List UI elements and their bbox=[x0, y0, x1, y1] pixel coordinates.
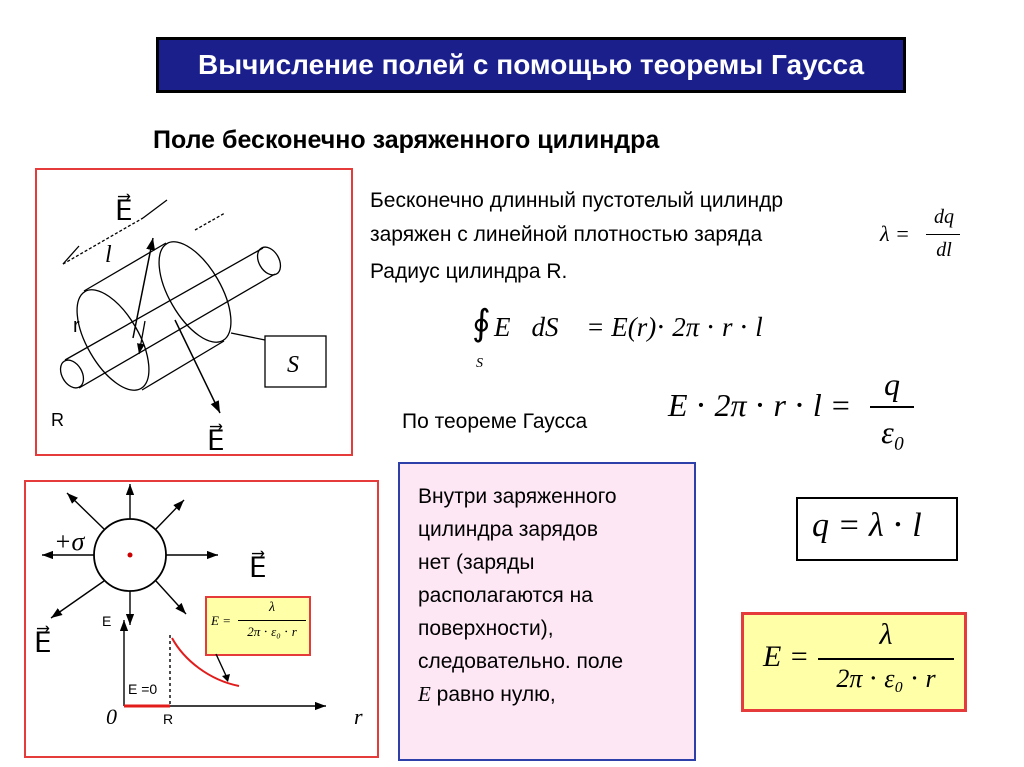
graph-y-label: E bbox=[102, 613, 112, 629]
note-field-symbol: E bbox=[418, 682, 431, 706]
field-label-bottom: E⃗ bbox=[207, 426, 225, 456]
note-line-2: цилиндра зарядов bbox=[418, 518, 598, 541]
radial-arrow-sw bbox=[51, 581, 104, 618]
result-numerator: λ bbox=[879, 618, 893, 651]
small-formula-pointer bbox=[200, 650, 260, 690]
lambda-numerator: dq bbox=[934, 206, 954, 228]
radius-label: r bbox=[73, 315, 80, 337]
small-formula-denominator: 2π ⋅ ε₀ ⋅ r bbox=[247, 624, 297, 639]
cylinder-center bbox=[128, 553, 133, 558]
cylinder-radius-label: R bbox=[51, 410, 64, 430]
integral-sign: ∮ bbox=[472, 303, 491, 343]
section-subtitle: Поле бесконечно заряженного цилиндра bbox=[153, 126, 660, 154]
description-line-2: заряжен с линейной плотностью заряда bbox=[370, 223, 763, 246]
field-label-top: E⃗ bbox=[115, 196, 133, 227]
tube-left-end bbox=[56, 356, 88, 392]
radial-arrow-ne bbox=[156, 500, 184, 529]
note-line-6: следовательно. поле bbox=[418, 650, 624, 673]
surface-charge-label: +σ bbox=[54, 527, 85, 556]
small-formula-numerator: λ bbox=[268, 600, 276, 615]
graph-x-label: r bbox=[354, 704, 363, 729]
flux-expression: E⃗dS⃗ = E(r)⋅ 2π ⋅ r ⋅ l bbox=[494, 312, 763, 342]
result-fraction-bar bbox=[818, 658, 954, 660]
gauss-left-end bbox=[62, 279, 163, 402]
description-line-1: Бесконечно длинный пустотелый цилиндр bbox=[370, 189, 784, 212]
tube-right-end bbox=[253, 243, 285, 279]
inside-field-note bbox=[418, 480, 688, 711]
gauss-numerator: q bbox=[884, 366, 900, 402]
length-label: l bbox=[105, 242, 112, 268]
field-label-right: E⃗ bbox=[249, 553, 267, 584]
small-formula-lhs: E = bbox=[211, 613, 231, 628]
graph-R-tick: R bbox=[163, 711, 174, 727]
lambda-fraction-bar bbox=[926, 234, 960, 235]
note-line-3: нет (заряды bbox=[418, 551, 535, 574]
result-denominator: 2π ⋅ ε₀ ⋅ r bbox=[836, 664, 936, 693]
description-line-3: Радиус цилиндра R. bbox=[370, 260, 568, 283]
lambda-lhs: λ = bbox=[880, 221, 910, 246]
cylinder-diagram bbox=[35, 168, 353, 456]
surface-label: S bbox=[287, 352, 299, 378]
note-line-1: Внутри заряженного bbox=[418, 485, 617, 508]
radial-arrow-nw bbox=[67, 493, 104, 529]
gauss-lhs: E ⋅ 2π ⋅ r ⋅ l = bbox=[668, 387, 852, 423]
zero-field-label: E =0 bbox=[128, 681, 158, 697]
field-arrow-up bbox=[133, 238, 153, 338]
tube-upper-edge bbox=[65, 248, 263, 360]
field-label-left: E⃗ bbox=[34, 628, 52, 659]
gauss-right-end bbox=[144, 231, 245, 354]
slide-title-text: Вычисление полей с помощью теоремы Гаусса bbox=[197, 49, 865, 80]
note-line-7 bbox=[418, 678, 688, 711]
gauss-top-edge bbox=[84, 243, 166, 291]
gauss-denominator: ε₀ bbox=[881, 414, 905, 450]
note-line-5: поверхности), bbox=[418, 617, 554, 640]
gauss-theorem-label: По теореме Гаусса bbox=[402, 410, 588, 433]
radial-arrow-se bbox=[156, 581, 186, 614]
charge-formula: q = λ ⋅ l bbox=[812, 507, 922, 544]
tube-lower-edge bbox=[79, 274, 275, 388]
lambda-denominator: dl bbox=[936, 239, 952, 261]
graph-origin-label: 0 bbox=[106, 704, 117, 729]
integral-subscript: S bbox=[476, 356, 483, 371]
slide-title bbox=[156, 37, 906, 93]
note-line-4: располагаются на bbox=[418, 584, 593, 607]
small-formula-bar bbox=[238, 620, 306, 621]
gauss-fraction-bar bbox=[870, 406, 914, 408]
radius-arrow bbox=[139, 321, 145, 354]
result-lhs: E = bbox=[763, 640, 810, 673]
gauss-bottom-edge bbox=[142, 341, 224, 390]
field-diagram bbox=[24, 480, 379, 758]
note-line-7-rest: равно нулю, bbox=[430, 683, 556, 706]
